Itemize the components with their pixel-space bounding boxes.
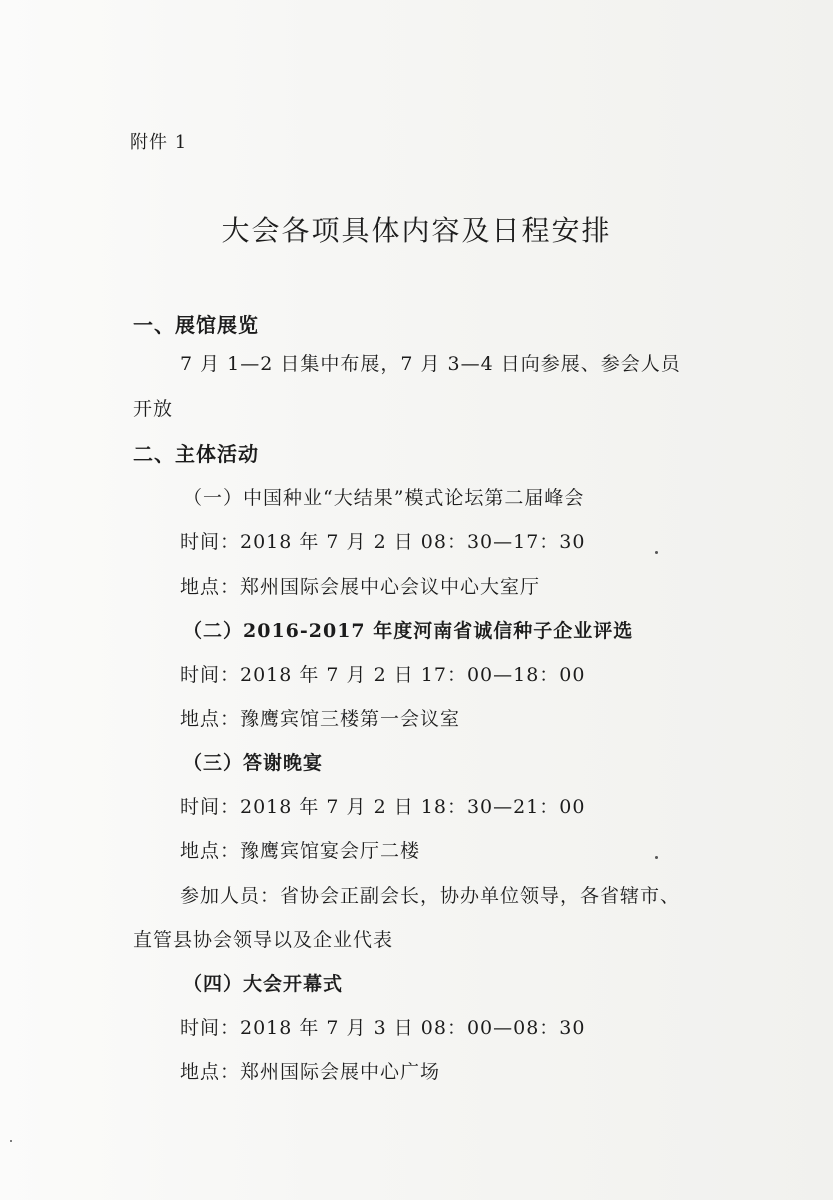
exhibition-text-line2: 开放 (133, 398, 174, 420)
section-heading-activities: 二、主体活动 (133, 442, 259, 466)
activity-2-place: 地点：豫鹰宾馆三楼第一会议室 (180, 708, 461, 730)
activity-4-title: （四）大会开幕式 (183, 973, 344, 995)
exhibition-text-line1: 7 月 1—2 日集中布展，7 月 3—4 日向参展、参会人员 (180, 353, 681, 375)
section-heading-exhibition: 一、展馆展览 (133, 313, 259, 337)
activity-4-time: 时间：2018 年 7 月 3 日 08：00—08：30 (180, 1017, 586, 1039)
activity-3-place: 地点：豫鹰宾馆宴会厅二楼 (180, 840, 421, 862)
attachment-label: 附件 1 (130, 132, 188, 153)
activity-1-time: 时间：2018 年 7 月 2 日 08：30—17：30 (180, 531, 586, 553)
activity-1-place: 地点：郑州国际会展中心会议中心大室厅 (180, 576, 541, 598)
activity-3-title: （三）答谢晚宴 (183, 752, 324, 774)
activity-3-time: 时间：2018 年 7 月 2 日 18：30—21：00 (180, 796, 586, 818)
scan-speck (655, 551, 658, 554)
activity-3-participants-line1: 参加人员：省协会正副会长，协办单位领导，各省辖市、 (180, 885, 681, 907)
scan-speck (655, 856, 658, 859)
document-title: 大会各项具体内容及日程安排 (221, 214, 612, 247)
activity-4-place: 地点：郑州国际会展中心广场 (180, 1061, 441, 1083)
scan-speck (10, 1140, 12, 1142)
activity-2-time: 时间：2018 年 7 月 2 日 17：00—18：00 (180, 664, 586, 686)
activity-2-title: （二）2016-2017 年度河南省诚信种子企业评选 (183, 620, 634, 642)
activity-3-participants-line2: 直管县协会领导以及企业代表 (133, 929, 394, 951)
activity-1-title: （一）中国种业“大结果”模式论坛第二届峰会 (183, 487, 585, 509)
